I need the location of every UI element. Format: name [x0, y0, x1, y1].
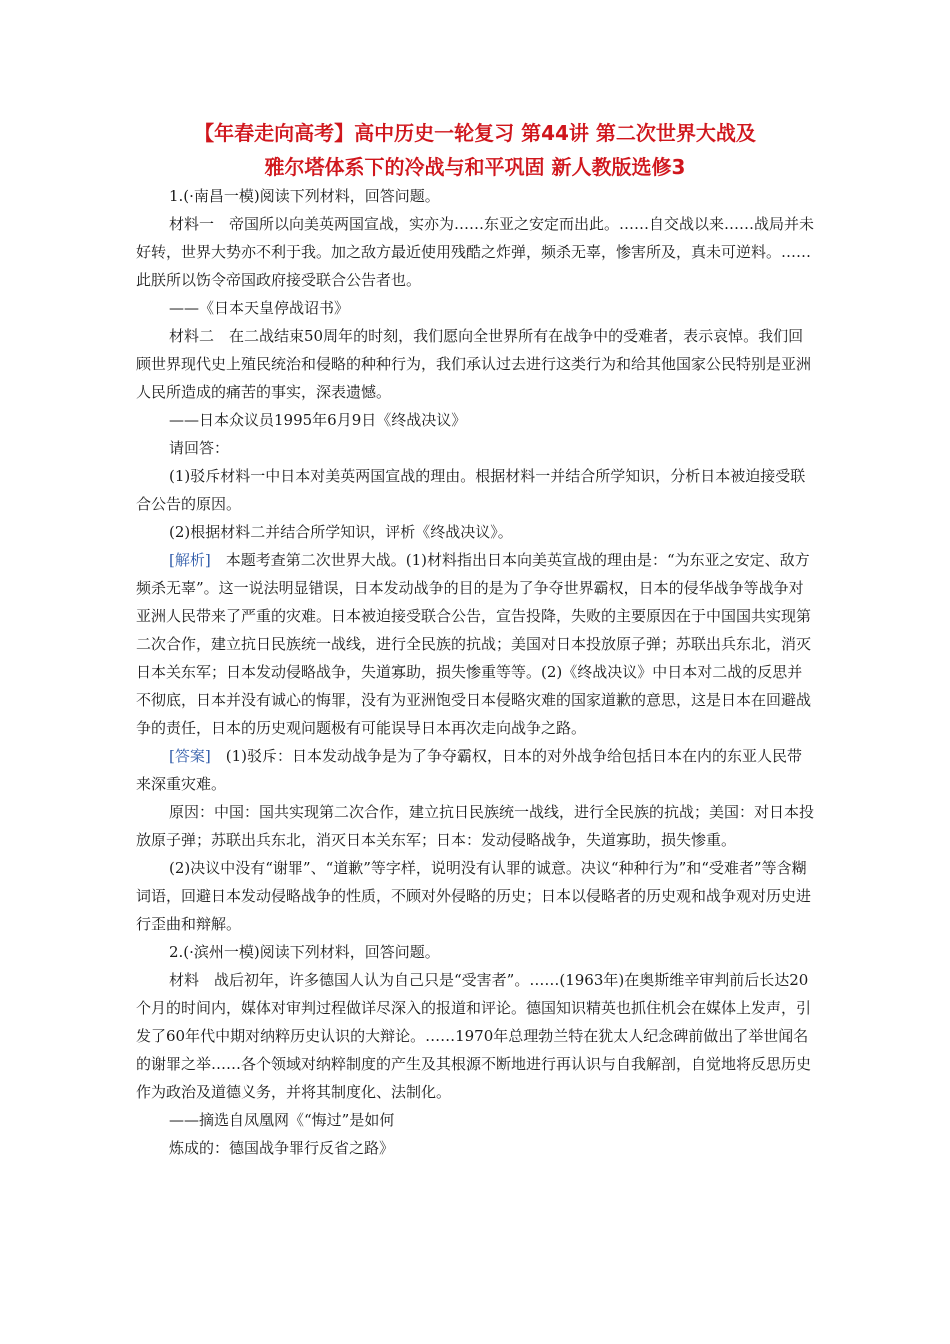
q1-material-2-source: ——日本众议员1995年6月9日《终战决议》	[169, 411, 467, 429]
q1-material-1: 材料一 帝国所以向美英两国宣战，实亦为……东亚之安定而出此。……自交战以来……战局并未好转，世界大势亦不利于我。加之敌方最近使用残酷之炸弹，频杀无辜，惨害所及，真未可逆料。……此朕所以饬令帝国政府接受联合公告者也。	[136, 215, 815, 289]
q1-sub-question-1: (1)驳斥材料一中日本对美英两国宣战的理由。根据材料一并结合所学知识，分析日本被迫接受联合公告的原因。	[136, 467, 806, 513]
q2-source-line-2: 炼成的：德国战争罪行反省之路》	[169, 1139, 395, 1157]
q1-analysis	[136, 546, 816, 742]
document-body	[136, 182, 816, 1162]
analysis-text: 本题考查第二次世界大战。(1)材料指出日本向美英宣战的理由是：“为东亚之安定、敌方频杀无辜”。这一说法明显错误，日本发动战争的目的是为了争夺世界霸权，日本的侵华战争等战争对亚洲人民带来了严重的灾难。日本被迫接受联合公告，宣告投降，失败的主要原因在于中国国共实现第二次合作，建立抗日民族统一战线，进行全民族的抗战；美国对日本投放原子弹；苏联出兵东北，消灭日本关东军；日本发动侵略战争，失道寡助，损失惨重等等。(2)《终战决议》中日本对二战的反思并不彻底，日本并没有诚心的悔罪，没有为亚洲饱受日本侵略灾难的国家道歉的意思，这是日本在回避战争的责任，日本的历史观问题极有可能误导日本再次走向战争之路。	[136, 551, 812, 737]
question-2-stem: 2.(·滨州一模)阅读下列材料，回答问题。	[169, 943, 440, 961]
title-line-1: 【年春走向高考】高中历史一轮复习 第44讲 第二次世界大战及	[194, 121, 756, 145]
q1-sub-question-2: (2)根据材料二并结合所学知识，评析《终战决议》。	[169, 523, 513, 541]
q1-answer-reason: 原因：中国：国共实现第二次合作，建立抗日民族统一战线，进行全民族的抗战；美国：对日本投放原子弹；苏联出兵东北，消灭日本关东军；日本：发动侵略战争，失道寡助，损失惨重。	[136, 803, 815, 849]
q2-material: 材料 战后初年，许多德国人认为自己只是“受害者”。……(1963年)在奥斯维辛审判前后长达20个月的时间内，媒体对审判过程做详尽深入的报道和评论。德国知识精英也抓住机会在媒体上发声，引发了60年代中期对纳粹历史认识的大辩论。……1970年总理勃兰特在犹太人纪念碑前做出了举世闻名的谢罪之举……各个领域对纳粹制度的产生及其根源不断地进行再认识与自我解剖，自觉地将反思历史作为政治及道德义务，并将其制度化、法制化。	[136, 971, 812, 1101]
q1-ask: 请回答：	[169, 439, 230, 457]
q1-answer	[136, 742, 816, 798]
question-1-stem: 1.(·南昌一模)阅读下列材料，回答问题。	[169, 187, 440, 205]
answer-tag: [答案]	[169, 747, 211, 765]
title-line-2: 雅尔塔体系下的冷战与和平巩固 新人教版选修3	[264, 155, 686, 179]
analysis-tag: [解析]	[169, 551, 211, 569]
q2-source-line-1: ——摘选自凤凰网《“悔过”是如何	[169, 1111, 395, 1129]
q1-material-1-source: ——《日本天皇停战诏书》	[169, 299, 350, 317]
answer-text-1: (1)驳斥：日本发动战争是为了争夺霸权，日本的对外战争给包括日本在内的东亚人民带来深重灾难。	[136, 747, 802, 793]
q1-material-2: 材料二 在二战结束50周年的时刻，我们愿向全世界所有在战争中的受难者，表示哀悼。我们回顾世界现代史上殖民统治和侵略的种种行为，我们承认过去进行这类行为和给其他国家公民特别是亚洲人民所造成的痛苦的事实，深表遗憾。	[136, 327, 812, 401]
document-title	[120, 116, 830, 184]
q1-answer-2: (2)决议中没有“谢罪”、“道歉”等字样，说明没有认罪的诚意。决议“种种行为”和“受难者”等含糊词语，回避日本发动侵略战争的性质，不顾对外侵略的历史；日本以侵略者的历史观和战争观对历史进行歪曲和辩解。	[136, 859, 812, 933]
